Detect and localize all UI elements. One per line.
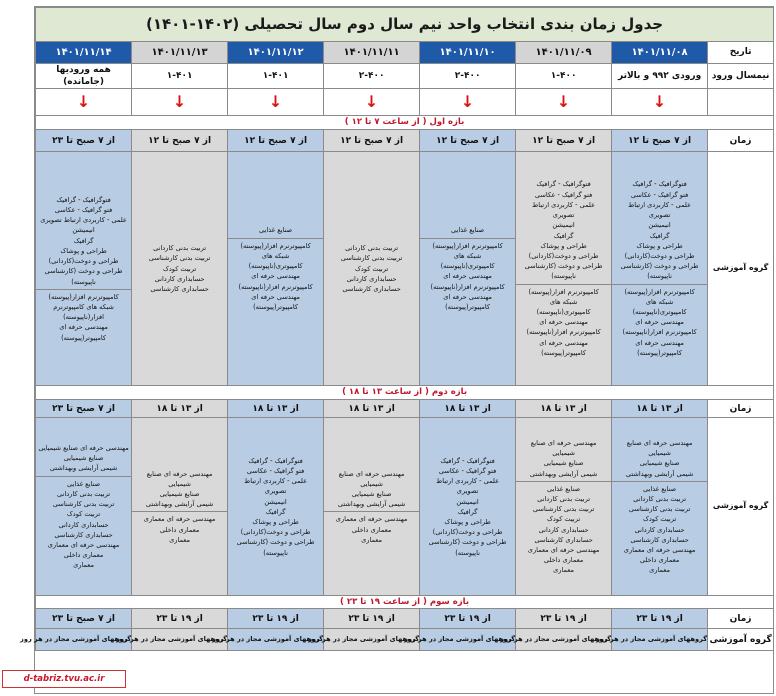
- group-item: تربیت بدنی کارشناسی: [148, 254, 211, 263]
- group-item: کامپیوتری(ناپیوسته): [248, 262, 303, 271]
- group-list-top: [612, 179, 707, 281]
- group-item: طراحی و پوشاک: [60, 246, 107, 255]
- arrow-spacer: [708, 89, 774, 116]
- group-item: کامپیوترنرم افزار(ناپیوسته): [238, 282, 313, 291]
- group-item: معماری: [73, 561, 94, 570]
- footer-cell: گروههای آموزشی مجاز در هر روز: [36, 629, 132, 651]
- group-item: مهندسی حرفه ای صنایع: [530, 438, 597, 447]
- group-item: معماری داخلی: [159, 525, 200, 534]
- group-item: فتو گرافیک - عکاسی: [438, 466, 497, 475]
- group-item: انیمیشن: [456, 497, 479, 506]
- arrow-cell: [132, 89, 228, 116]
- group-item: گرافیک: [649, 231, 670, 240]
- footer-cell: گروههای آموزشی مجاز در هر روز: [420, 629, 516, 651]
- time-cell: از ۱۹ تا ۲۳: [228, 609, 324, 629]
- site-watermark: d-tabriz.tvu.ac.ir: [2, 670, 126, 688]
- group-item: مهندسی حرفه ای: [443, 272, 492, 281]
- time-cell: از ۱۳ تا ۱۸: [420, 400, 516, 418]
- group-item: فتو گرافیک - عکاسی: [534, 190, 593, 199]
- group-item: تربیت بدنی کاردانی: [345, 244, 399, 253]
- group-item: فتو گرافیک - عکاسی: [630, 190, 689, 199]
- group-item: مهندسی حرفه ای صنایع: [146, 469, 213, 478]
- group-list-top: [612, 438, 707, 479]
- group-item: شیمیایی: [648, 449, 671, 458]
- group-cell: [420, 418, 516, 596]
- group-list-bottom: [612, 284, 707, 359]
- entry-cell: همه ورودیها (جامانده): [36, 64, 132, 89]
- group-item: تربیت کودک: [162, 264, 197, 273]
- group-list-bottom: [36, 289, 131, 343]
- group-item: کامپیوترنرم افزار(پیوسته): [48, 292, 119, 301]
- footer-cell: گروههای آموزشی مجاز در هر روز: [516, 629, 612, 651]
- group-item: فتوگرافیک - گرافیک: [248, 456, 303, 465]
- group-item: علمی - کاربردی ارتباط: [244, 477, 308, 486]
- group-item: مهندسی حرفه ای: [539, 318, 588, 327]
- group-item: تربیت بدنی کارشناسی: [628, 505, 691, 514]
- group-list-top: [516, 179, 611, 281]
- group-list-top: [36, 443, 131, 474]
- group-cell: [612, 152, 708, 386]
- group-item: گرافیک: [73, 236, 94, 245]
- time-cell: از ۷ صبح تا ۱۲: [324, 130, 420, 152]
- group-cell: [516, 152, 612, 386]
- group-item: معماری داخلی: [63, 551, 104, 560]
- group-item: کامپیوتر(پیوسته): [61, 333, 107, 342]
- group-item: گرافیک: [457, 507, 478, 516]
- group-label-3: گروه آموزشی: [708, 629, 774, 651]
- group-item: تربیت بدنی کاردانی: [633, 494, 687, 503]
- group-cell: [36, 418, 132, 596]
- group-item: ناپیوسته): [551, 272, 576, 281]
- group-list-top: [420, 225, 515, 235]
- footer-cell: گروههای آموزشی مجاز در هر روز: [612, 629, 708, 651]
- group-item: شبکه های: [261, 251, 290, 260]
- group-item: کامپیوتر(پیوسته): [637, 348, 683, 357]
- group-item: صنایع شیمیایی: [351, 489, 392, 498]
- arrow-cell: [612, 89, 708, 116]
- group-item: صنایع غذایی: [643, 484, 677, 493]
- group-item: طراحی و پوشاک: [636, 241, 683, 250]
- group-item: حسابداری کاردانی: [634, 525, 685, 534]
- group-item: شیمی آرایشی وبهداشتی: [625, 469, 694, 478]
- time-label-3: زمان: [708, 609, 774, 629]
- group-item: صنایع شیمیایی: [159, 489, 200, 498]
- group-item: طراحی و دوخت (کارشناسی: [620, 262, 699, 271]
- group-item: فتوگرافیک - گرافیک: [56, 195, 111, 204]
- group-item: شیمی آرایشی وبهداشتی: [529, 469, 598, 478]
- group-item: طراحی و دوخت(کاردانی): [624, 251, 695, 260]
- group-item: حسابداری کارشناسی: [630, 535, 689, 544]
- footer-cell: گروههای آموزشی مجاز در هر روز: [228, 629, 324, 651]
- group-item: شیمی آرایشی وبهداشتی: [145, 500, 214, 509]
- time-cell: از ۷ صبح تا ۱۲: [612, 130, 708, 152]
- group-item: حسابداری کاردانی: [346, 274, 397, 283]
- date-cell: ۱۴۰۱/۱۱/۰۸: [612, 42, 708, 64]
- group-item: کامپیوتری(ناپیوسته): [536, 308, 591, 317]
- group-item: شبکه های کامپیوترنرم: [53, 302, 114, 311]
- group-cell: [132, 152, 228, 386]
- group-item: علمی - کاربردی ارتباط: [532, 200, 596, 209]
- group-item: شبکه های: [453, 251, 482, 260]
- group-cell: [228, 152, 324, 386]
- group-list-bottom: [516, 284, 611, 359]
- group-item: طراحی و دوخت (کارشناسی: [44, 267, 123, 276]
- group-item: فتوگرافیک - گرافیک: [536, 180, 591, 189]
- date-cell: ۱۴۰۱/۱۱/۱۳: [132, 42, 228, 64]
- group-item: علمی - کاربردی ارتباط تصویری: [40, 216, 127, 225]
- schedule-sheet: [20, 6, 774, 694]
- group-item: انیمیشن: [552, 221, 575, 230]
- time-cell: از ۱۹ تا ۲۳: [132, 609, 228, 629]
- group-label-2: گروه آموزشی: [708, 418, 774, 596]
- group-item: فتوگرافیک - گرافیک: [632, 180, 687, 189]
- group-list-top: [228, 456, 323, 558]
- group-item: تربیت بدنی کاردانی: [153, 244, 207, 253]
- group-item: مهندسی حرفه ای: [539, 338, 588, 347]
- group-list-bottom: [36, 476, 131, 571]
- group-item: صنایع غذایی: [66, 479, 101, 488]
- group-item: شیمیایی: [168, 479, 191, 488]
- group-item: طراحی و دوخت (کارشناسی: [524, 262, 603, 271]
- page-title: جدول زمان بندی انتخاب واحد نیم سال دوم سال تحصیلی (۱۴۰۲-۱۴۰۱): [36, 8, 774, 42]
- group-cell: [228, 418, 324, 596]
- group-item: صنایع غذایی: [451, 226, 485, 235]
- group-list-top: [228, 225, 323, 235]
- group-item: کامپیوترنرم افزار(پیوسته): [432, 241, 503, 250]
- group-item: مهندسی حرفه ای: [635, 338, 684, 347]
- group-item: طراحی و دوخت(کاردانی): [240, 528, 311, 537]
- date-cell: ۱۴۰۱/۱۱/۱۱: [324, 42, 420, 64]
- group-item: تربیت بدنی کارشناسی: [532, 505, 595, 514]
- group-item: تربیت بدنی کاردانی: [537, 494, 591, 503]
- group-item: مهندسی حرفه ای معماری: [527, 546, 600, 555]
- group-item: انیمیشن: [72, 226, 95, 235]
- group-item: معماری داخلی: [639, 556, 680, 565]
- group-item: فتو گرافیک - عکاسی: [246, 466, 305, 475]
- time-cell: از ۱۹ تا ۲۳: [612, 609, 708, 629]
- down-arrow-icon: ↓: [268, 92, 283, 112]
- group-item: تصویری: [648, 211, 671, 220]
- group-item: کامپیوترنرم افزار(پیوسته): [240, 241, 311, 250]
- group-list-top: [324, 469, 419, 510]
- group-item: صنایع شیمیایی: [639, 459, 680, 468]
- group-item: معماری: [169, 535, 191, 544]
- time-cell: از ۱۳ تا ۱۸: [516, 400, 612, 418]
- group-item: کامپیوترنرم افزار(ناپیوسته): [430, 282, 505, 291]
- group-item: حسابداری کارشناسی: [342, 285, 401, 294]
- entry-cell: ۱-۴۰۱: [228, 64, 324, 89]
- group-label-1: گروه آموزشی: [708, 152, 774, 386]
- down-arrow-icon: ↓: [460, 92, 475, 112]
- group-item: صنایع غذایی: [547, 484, 581, 493]
- group-item: گرافیک: [553, 231, 574, 240]
- time-cell: از ۱۳ تا ۱۸: [324, 400, 420, 418]
- group-item: مهندسی حرفه ای: [635, 318, 684, 327]
- group-item: طراحی و پوشاک: [540, 241, 587, 250]
- group-list-top: [132, 469, 227, 510]
- group-item: طراحی و دوخت(کاردانی): [432, 528, 503, 537]
- group-item: ناپیوسته): [71, 277, 96, 286]
- group-item: حسابداری کارشناسی: [534, 535, 593, 544]
- group-item: صنایع شیمیایی: [63, 454, 104, 463]
- group-cell: [420, 152, 516, 386]
- group-item: تصویری: [264, 487, 287, 496]
- time-cell: از ۷ صبح تا ۱۲: [516, 130, 612, 152]
- group-item: کامپیوترنرم افزار(پیوسته): [528, 287, 599, 296]
- group-cell: [324, 418, 420, 596]
- group-item: مهندسی حرفه ای معماری: [47, 540, 120, 549]
- group-item: مهندسی حرفه ای: [443, 292, 492, 301]
- time-cell: از ۱۹ تا ۲۳: [516, 609, 612, 629]
- time-cell: از ۷ صبح تا ۱۲: [420, 130, 516, 152]
- group-item: معماری: [361, 535, 383, 544]
- group-item: شبکه های: [645, 297, 674, 306]
- entry-label: نیمسال ورود: [708, 64, 774, 89]
- group-item: تربیت کودک: [642, 515, 677, 524]
- group-item: معماری داخلی: [543, 556, 584, 565]
- group-item: علمی - کاربردی ارتباط: [628, 200, 692, 209]
- group-item: حسابداری کاردانی: [58, 520, 109, 529]
- group-item: طراحی و دوخت (کارشناسی: [428, 538, 507, 547]
- group-list-top: [36, 195, 131, 287]
- group-item: طراحی و پوشاک: [444, 518, 491, 526]
- time-cell: از ۱۹ تا ۲۳: [324, 609, 420, 629]
- time-cell: از ۱۳ تا ۱۸: [132, 400, 228, 418]
- group-item: کامپیوتر(پیوسته): [445, 302, 491, 311]
- group-item: شیمیایی: [552, 449, 575, 458]
- band1-label: بازه اول ( از ساعت ۷ تا ۱۲ ): [36, 116, 774, 130]
- entry-cell: ۱-۴۰۰: [516, 64, 612, 89]
- group-item: طراحی و دوخت(کاردانی): [48, 257, 119, 266]
- group-item: صنایع شیمیایی: [543, 459, 584, 468]
- group-list-top: [132, 243, 227, 294]
- group-item: معماری: [649, 566, 671, 575]
- time-cell: از ۷ صبح تا ۲۳: [36, 400, 132, 418]
- group-item: کامپیوتر(پیوسته): [253, 302, 299, 311]
- arrow-cell: [516, 89, 612, 116]
- group-cell: [132, 418, 228, 596]
- date-cell: ۱۴۰۱/۱۱/۱۴: [36, 42, 132, 64]
- group-item: کامپیوترنرم افزار(ناپیوسته): [526, 328, 601, 337]
- footer-cell: گروههای آموزشی مجاز در هر روز: [132, 629, 228, 651]
- group-list-top: [324, 243, 419, 294]
- group-item: تربیت بدنی کارشناسی: [52, 500, 115, 509]
- group-list-bottom: [612, 481, 707, 576]
- group-item: مهندسی حرفه ای: [251, 272, 300, 281]
- date-cell: ۱۴۰۱/۱۱/۱۲: [228, 42, 324, 64]
- band2-label: بازه دوم ( از ساعت ۱۳ تا ۱۸ ): [36, 386, 774, 400]
- arrow-cell: [228, 89, 324, 116]
- group-item: شیمیایی: [360, 479, 383, 488]
- group-item: طراحی و پوشاک: [252, 518, 299, 526]
- date-cell: ۱۴۰۱/۱۱/۱۰: [420, 42, 516, 64]
- group-item: حسابداری کاردانی: [538, 525, 589, 534]
- group-list-bottom: [132, 511, 227, 545]
- group-item: شیمی آرایشی وبهداشتی: [49, 464, 118, 473]
- group-item: انیمیشن: [648, 221, 671, 230]
- time-cell: از ۷ صبح تا ۱۲: [228, 130, 324, 152]
- group-cell: [324, 152, 420, 386]
- time-label-2: زمان: [708, 400, 774, 418]
- group-cell: [612, 418, 708, 596]
- group-item: شبکه های: [549, 297, 578, 306]
- time-cell: از ۱۳ تا ۱۸: [228, 400, 324, 418]
- group-item: تربیت بدنی کاردانی: [57, 489, 111, 498]
- down-arrow-icon: ↓: [76, 92, 91, 112]
- group-list-top: [420, 456, 515, 558]
- band3-label: بازه سوم ( از ساعت ۱۹ تا ۲۳ ): [36, 596, 774, 609]
- time-cell: از ۷ صبح تا ۱۲: [132, 130, 228, 152]
- group-item: مهندسی حرفه ای صنایع: [338, 469, 405, 478]
- group-item: مهندسی حرفه ای معماری: [335, 515, 408, 524]
- arrow-cell: [420, 89, 516, 116]
- group-item: معماری داخلی: [351, 525, 392, 534]
- arrow-cell: [36, 89, 132, 116]
- entry-cell: ۲-۴۰۰: [420, 64, 516, 89]
- group-item: افزار(ناپیوسته): [63, 313, 104, 322]
- group-item: طراحی و دوخت (کارشناسی: [236, 538, 315, 547]
- group-item: کامپیوترنرم افزار(پیوسته): [624, 287, 695, 296]
- time-cell: از ۷ صبح تا ۲۳: [36, 130, 132, 152]
- group-list-top: [516, 438, 611, 479]
- group-item: صنایع غذایی: [259, 226, 293, 235]
- group-item: حسابداری کاردانی: [154, 274, 205, 283]
- group-item: تصویری: [456, 487, 479, 496]
- group-cell: [516, 418, 612, 596]
- entry-cell: ورودی ۹۹۲ و بالاتر: [612, 64, 708, 89]
- group-item: مهندسی حرفه ای: [59, 323, 108, 332]
- group-item: تربیت بدنی کارشناسی: [340, 254, 403, 263]
- group-list-bottom: [516, 481, 611, 576]
- group-item: معماری: [553, 566, 575, 575]
- group-item: حسابداری کارشناسی: [54, 530, 113, 539]
- group-item: تصویری: [552, 211, 575, 220]
- group-item: مهندسی حرفه ای صنایع: [626, 438, 693, 447]
- schedule-table: [20, 7, 774, 651]
- group-item: شیمی آرایشی وبهداشتی: [337, 500, 406, 509]
- group-cell: [36, 152, 132, 386]
- group-item: تربیت کودک: [66, 510, 101, 519]
- group-item: ناپیوسته): [263, 548, 288, 557]
- group-item: مهندسی حرفه ای صنایع شیمیایی: [38, 443, 129, 452]
- group-item: ناپیوسته): [455, 548, 480, 557]
- group-item: گرافیک: [265, 507, 286, 516]
- group-item: مهندسی حرفه ای: [251, 292, 300, 301]
- group-list-bottom: [324, 511, 419, 545]
- group-item: انیمیشن: [264, 497, 287, 506]
- date-label: تاریخ: [708, 42, 774, 64]
- group-item: کامپیوتری(ناپیوسته): [440, 262, 495, 271]
- group-item: طراحی و دوخت(کاردانی): [528, 251, 599, 260]
- group-item: علمی - کاربردی ارتباط: [436, 477, 500, 486]
- time-cell: از ۱۳ تا ۱۸: [612, 400, 708, 418]
- down-arrow-icon: ↓: [556, 92, 571, 112]
- down-arrow-icon: ↓: [652, 92, 667, 112]
- group-item: کامپیوتری(ناپیوسته): [632, 308, 687, 317]
- group-item: کامپیوترنرم افزار(ناپیوسته): [622, 328, 697, 337]
- date-cell: ۱۴۰۱/۱۱/۰۹: [516, 42, 612, 64]
- time-cell: از ۱۹ تا ۲۳: [420, 609, 516, 629]
- group-item: تربیت کودک: [354, 264, 389, 273]
- group-list-bottom: [228, 238, 323, 313]
- group-item: مهندسی حرفه ای معماری: [143, 515, 216, 524]
- group-item: کامپیوتر(پیوسته): [541, 348, 587, 357]
- group-item: فتوگرافیک - گرافیک: [440, 456, 495, 465]
- time-label-1: زمان: [708, 130, 774, 152]
- group-item: فتو گرافیک - عکاسی: [54, 205, 113, 214]
- time-cell: از ۷ صبح تا ۲۳: [36, 609, 132, 629]
- down-arrow-icon: ↓: [364, 92, 379, 112]
- group-item: حسابداری کارشناسی: [150, 285, 209, 294]
- entry-cell: ۱-۴۰۱: [132, 64, 228, 89]
- group-item: تربیت کودک: [546, 515, 581, 524]
- group-list-bottom: [420, 238, 515, 313]
- group-item: ناپیوسته): [647, 272, 672, 281]
- entry-cell: ۲-۴۰۰: [324, 64, 420, 89]
- group-item: مهندسی حرفه ای معماری: [623, 546, 696, 555]
- arrow-cell: [324, 89, 420, 116]
- footer-cell: گروههای آموزشی مجاز در هر روز: [324, 629, 420, 651]
- down-arrow-icon: ↓: [172, 92, 187, 112]
